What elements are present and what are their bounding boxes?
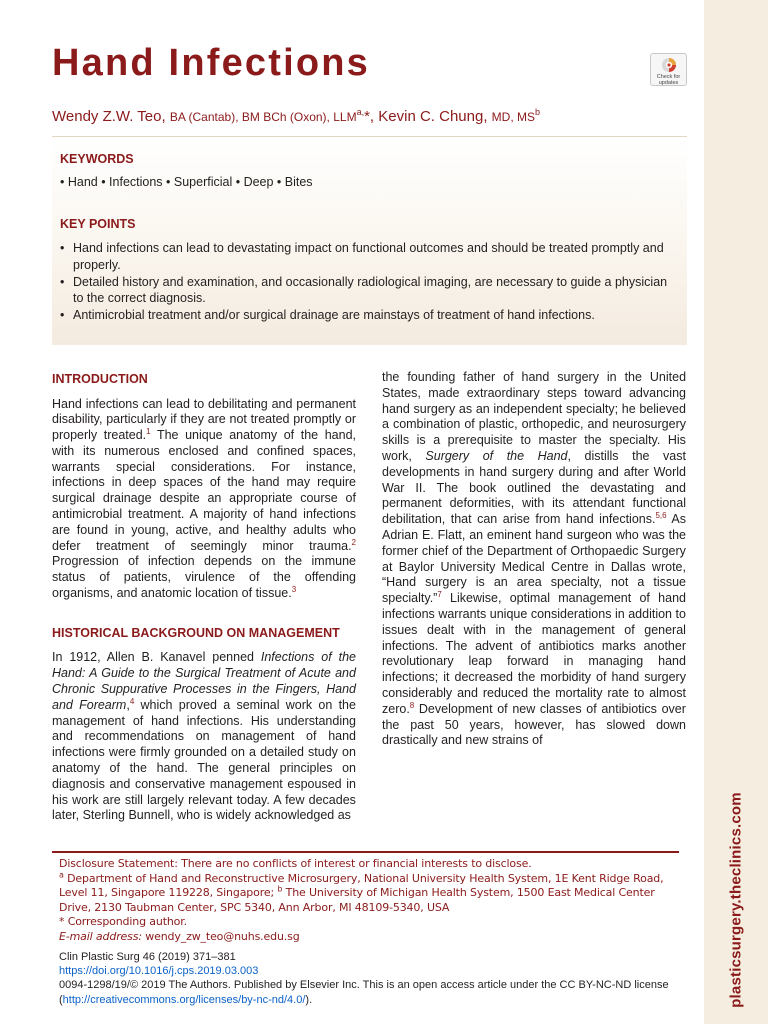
historical-paragraph: In 1912, Allen B. Kanavel penned Infections of the Hand: A Guide to the Surgical Treatment of Acute and Chronic Suppurative Processes in the Fingers, Hand and Forearm,$^4$ which proved a seminal work on the management of hand infections. His understanding and recommendations on management of hand infections were firmly grounded on a detailed study on anatomy of the hand. The general principles on diagnosis and conservative management espoused in his work are still largely relevant today. A few decades later, Sterling Bunnell, who is widely acknowledged as	[52, 650, 357, 823]
book-title: Surgery	[425, 448, 470, 463]
key-points-list	[60, 240, 680, 324]
book-title: A	[89, 666, 97, 681]
reference-link[interactable]: 3	[291, 584, 297, 594]
reference-link[interactable]: 1	[146, 426, 151, 436]
author-2-name: Kevin C. Chung,	[378, 108, 492, 125]
author-2-credentials: MD, MS	[491, 110, 536, 124]
book-title	[469, 449, 483, 463]
corresponding-mark: *,	[364, 108, 379, 125]
reference-link[interactable]: 4	[129, 696, 135, 706]
email-line: E-mail address: wendy_zw_teo@nuhs.edu.sg	[59, 929, 300, 943]
author-2-affiliation-mark: b	[535, 107, 541, 117]
book-title: Acute	[298, 666, 331, 681]
book-title	[493, 449, 507, 463]
book-title: Guide	[101, 666, 135, 681]
book-title	[524, 449, 538, 463]
book-title: Hand	[537, 448, 568, 463]
key-point-item: • Antimicrobial treatment and/or surgical drainage are mainstays of treatment of hand infections.	[60, 307, 680, 324]
book-title: the	[338, 650, 356, 665]
historical-paragraph-continued: the founding father of hand surgery in the United States, made extraordinary steps toward advancing hand surgery as an independent specialty; he believed a combination of plastic, orthopedic, and neurosurgery skills is a prerequisite to master the specialty. His work, Surgery of the Hand, distills the vast developments in hand surgery during and after World War II. The book outlined the devastating and permanent deformities, with its attendant functional debilitation, that can arise from hand infections.$^{5,6}$ As Adrian E. Flatt, an eminent hand surgeon who was the former chief of the Department of Orthopaedic Surgery at Baylor University Medical Centre in Dallas wrote, “Hand surgery is an area specialty, not a tissue specialty.”$^7$ Likewise, optimal management of hand infections warrants unique considerations in addition to issues dealt with in the management of general infections. The advent of antibiotics marks another revolutionary leap forward in managing hand infections; it decreased the morbidity of hand surgery considerably and reduced the mortality rate to almost zero.$^8$ Development of new classes of antibiotics over the past 50 years, however, has slowed down drastically and new strains of	[382, 370, 687, 748]
author-line	[52, 107, 540, 125]
book-title: Hand	[326, 681, 356, 696]
keywords-heading: KEYWORDS	[60, 152, 134, 166]
book-title: Surgical	[175, 666, 221, 681]
footnotes	[59, 857, 683, 945]
article-title: Hand Infections	[52, 42, 371, 84]
footnote-divider	[52, 851, 679, 853]
book-title: the	[252, 681, 270, 696]
historical-background-heading: HISTORICAL BACKGROUND ON MANAGEMENT	[52, 625, 340, 640]
book-title: the	[153, 666, 171, 681]
license-link[interactable]: http://creativecommons.org/licenses/by-nc-nd/4.0/	[62, 993, 306, 1006]
book-title: Fingers,	[275, 681, 321, 696]
reference-link[interactable]: 8	[409, 700, 415, 710]
reference-link[interactable]: 7	[437, 590, 442, 599]
book-title: Hand:	[52, 666, 86, 681]
check-updates-label: Check for updates	[656, 74, 681, 86]
check-for-updates-badge[interactable]	[650, 53, 687, 86]
keywords-list: • Hand • Infections • Superficial • Deep • Bites	[60, 175, 313, 189]
author-1-name: Wendy Z.W. Teo,	[52, 108, 170, 125]
book-title: of	[284, 666, 296, 681]
corresponding-author-note: * Corresponding author.	[59, 915, 187, 929]
author-1-credentials: BA (Cantab), BM BCh (Oxon), LLM	[169, 110, 357, 124]
journal-url[interactable]: plasticsurgery.theclinics.com	[727, 792, 745, 1008]
book-title: and	[335, 666, 356, 681]
book-title: to	[138, 666, 150, 681]
book-title	[332, 650, 339, 664]
book-title: Forearm	[79, 697, 127, 712]
book-title: and	[52, 697, 73, 712]
doi-link[interactable]: https://doi.org/10.1016/j.cps.2019.03.003	[59, 965, 259, 978]
book-title: Chronic	[52, 681, 96, 696]
key-point-item: • Detailed history and examination, and occasionally radiological imaging, are necessary to guide a physician to the correct diagnosis.	[60, 274, 680, 307]
book-title: the	[506, 448, 525, 463]
key-point-item: • Hand infections can lead to devastating impact on functional outcomes and should be treated promptly and properly.	[60, 240, 680, 273]
journal-citation: Clin Plastic Surg 46 (2019) 371–381	[59, 951, 236, 963]
book-title: Infections	[260, 650, 315, 665]
book-title: of	[482, 448, 494, 463]
body-column-left	[52, 370, 356, 824]
book-title: in	[236, 681, 247, 696]
author-1-affiliation-mark: a,	[356, 107, 365, 117]
key-points-heading: KEY POINTS	[60, 217, 136, 231]
reference-link[interactable]: 2	[351, 537, 356, 547]
introduction-heading: INTRODUCTION	[52, 372, 148, 386]
reference-link[interactable]: 5,6	[655, 511, 667, 521]
book-title: of	[321, 650, 332, 665]
book-title: Suppurative	[100, 681, 168, 696]
body-column-right	[382, 370, 686, 749]
license-statement: 0094-1298/19/© 2019 The Authors. Published by Elsevier Inc. This is an open access article under the CC BY-NC-ND license (http://creativecommons.org/licenses/by-nc-nd/4.0/).	[59, 979, 669, 1006]
introduction-paragraph: Hand infections can lead to debilitating and permanent disability, particularly if they are not treated promptly or properly treated.$^1$ The unique anatomy of the hand, with its numerous enclosed and confined spaces, warrants special considerations. For instance, infections in deep spaces of the hand may require surgical drainage despite an appropriate course of antimicrobial treatment. A majority of hand infections are found in young, active, and healthy adults who defer treatment of seemingly minor trauma.$^2$ Progression of infection depends on the immune status of patients, virulence of the offending organisms, and anatomic location of tissue.$^3$	[52, 396, 356, 601]
book-title: Treatment	[224, 666, 281, 681]
email-link[interactable]: wendy_zw_teo@nuhs.edu.sg	[141, 929, 300, 943]
citation-block	[59, 950, 683, 1007]
check-updates-icon	[661, 57, 677, 73]
disclosure-statement: Disclosure Statement: There are no conflicts of interest or financial interests to disclose.	[59, 857, 532, 870]
book-title: Processes	[173, 681, 232, 696]
affiliations: $^a$ Department of Hand and Reconstructive Microsurgery, National University Health System, 1E Kent Ridge Road, Level 11, Singapore 119228, Singapore; $^b$ The University of Michigan Health System, 1500 East Medical Center Drive, 2130 Taubman Center, SPC 5340, Ann Arbor, MI 48109-5340, USA	[59, 869, 664, 914]
